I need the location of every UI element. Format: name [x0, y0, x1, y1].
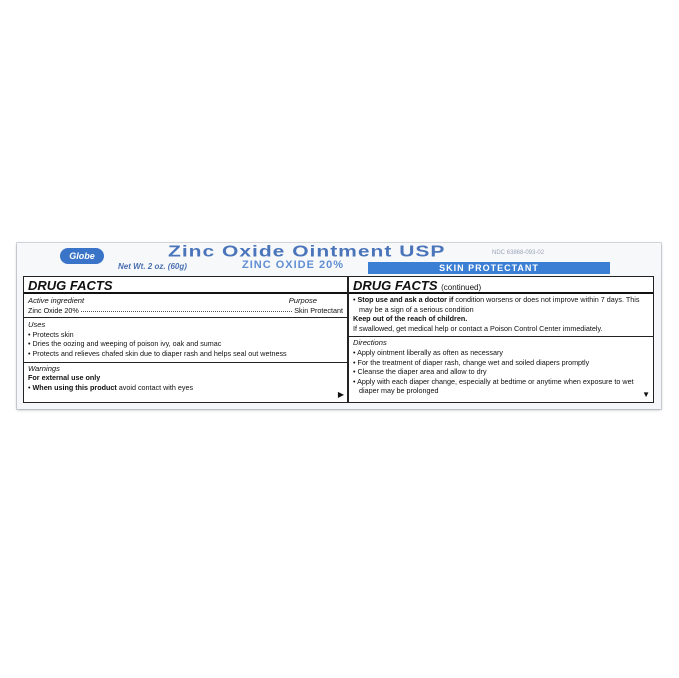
directions-item: • Apply with each diaper change, especially at bedtime or anytime when exposure to wet diaper may be prolonged — [353, 376, 634, 396]
drug-facts-heading: DRUG FACTS — [24, 277, 347, 294]
stop-use-section — [349, 294, 653, 333]
uses-title: Uses — [28, 320, 46, 330]
warnings-title: Warnings — [28, 363, 60, 373]
skin-protectant-banner: SKIN PROTECTANT — [368, 262, 610, 274]
warnings-section — [24, 362, 347, 393]
product-subtitle: ZINC OXIDE 20% — [242, 259, 345, 271]
ndc-code: NDC 63868-093-02 — [492, 250, 545, 256]
continue-arrow-down-icon: ▼ — [642, 390, 650, 399]
drug-facts-panel-left — [23, 276, 348, 403]
active-ingredient-section — [24, 294, 347, 315]
when-using-note: • When using this product avoid contact with eyes — [28, 382, 194, 392]
active-header-row — [28, 296, 343, 306]
active-ingredient-label: Active ingredient — [28, 296, 85, 305]
directions-item: • Apply ointment liberally as often as necessary — [353, 347, 503, 357]
brand-logo: Globe — [60, 248, 104, 264]
drug-facts-heading-continued: DRUG FACTS (continued) — [349, 277, 653, 294]
purpose-label: Purpose — [288, 296, 317, 305]
directions-title: Directions — [353, 338, 387, 348]
swallowed-note: If swallowed, get medical help or contact a Poison Control Center immediately. — [353, 323, 603, 333]
net-weight: Net Wt. 2 oz. (60g) — [118, 262, 187, 271]
product-title: Zinc Oxide Ointment USP — [168, 243, 446, 261]
purpose-value: Skin Protectant — [294, 305, 343, 315]
active-value-row — [28, 306, 343, 316]
drug-facts-panel-right — [348, 276, 654, 403]
active-ingredient-value: Zinc Oxide 20% — [28, 305, 79, 315]
directions-item: • Cleanse the diaper area and allow to dry — [353, 367, 487, 377]
uses-item: • Protects skin — [28, 329, 74, 339]
external-use-note: For external use only — [28, 373, 101, 383]
stop-use-note: • Stop use and ask a doctor if condition worsens or does not improve within 7 days. This may be a sign of a serious condition — [353, 295, 640, 314]
uses-item: • Protects and relieves chafed skin due to diaper rash and helps seal out wetness — [28, 348, 287, 358]
leader-dots — [81, 306, 293, 313]
directions-section — [349, 336, 653, 396]
uses-item: • Dries the oozing and weeping of poison ivy, oak and sumac — [28, 339, 222, 349]
uses-section — [24, 317, 347, 358]
continued-label: (continued) — [441, 283, 482, 292]
continue-arrow-icon: ▶ — [337, 390, 344, 399]
directions-item: • For the treatment of diaper rash, change wet and soiled diapers promptly — [353, 357, 590, 367]
keep-out-note: Keep out of the reach of children. — [353, 314, 468, 324]
